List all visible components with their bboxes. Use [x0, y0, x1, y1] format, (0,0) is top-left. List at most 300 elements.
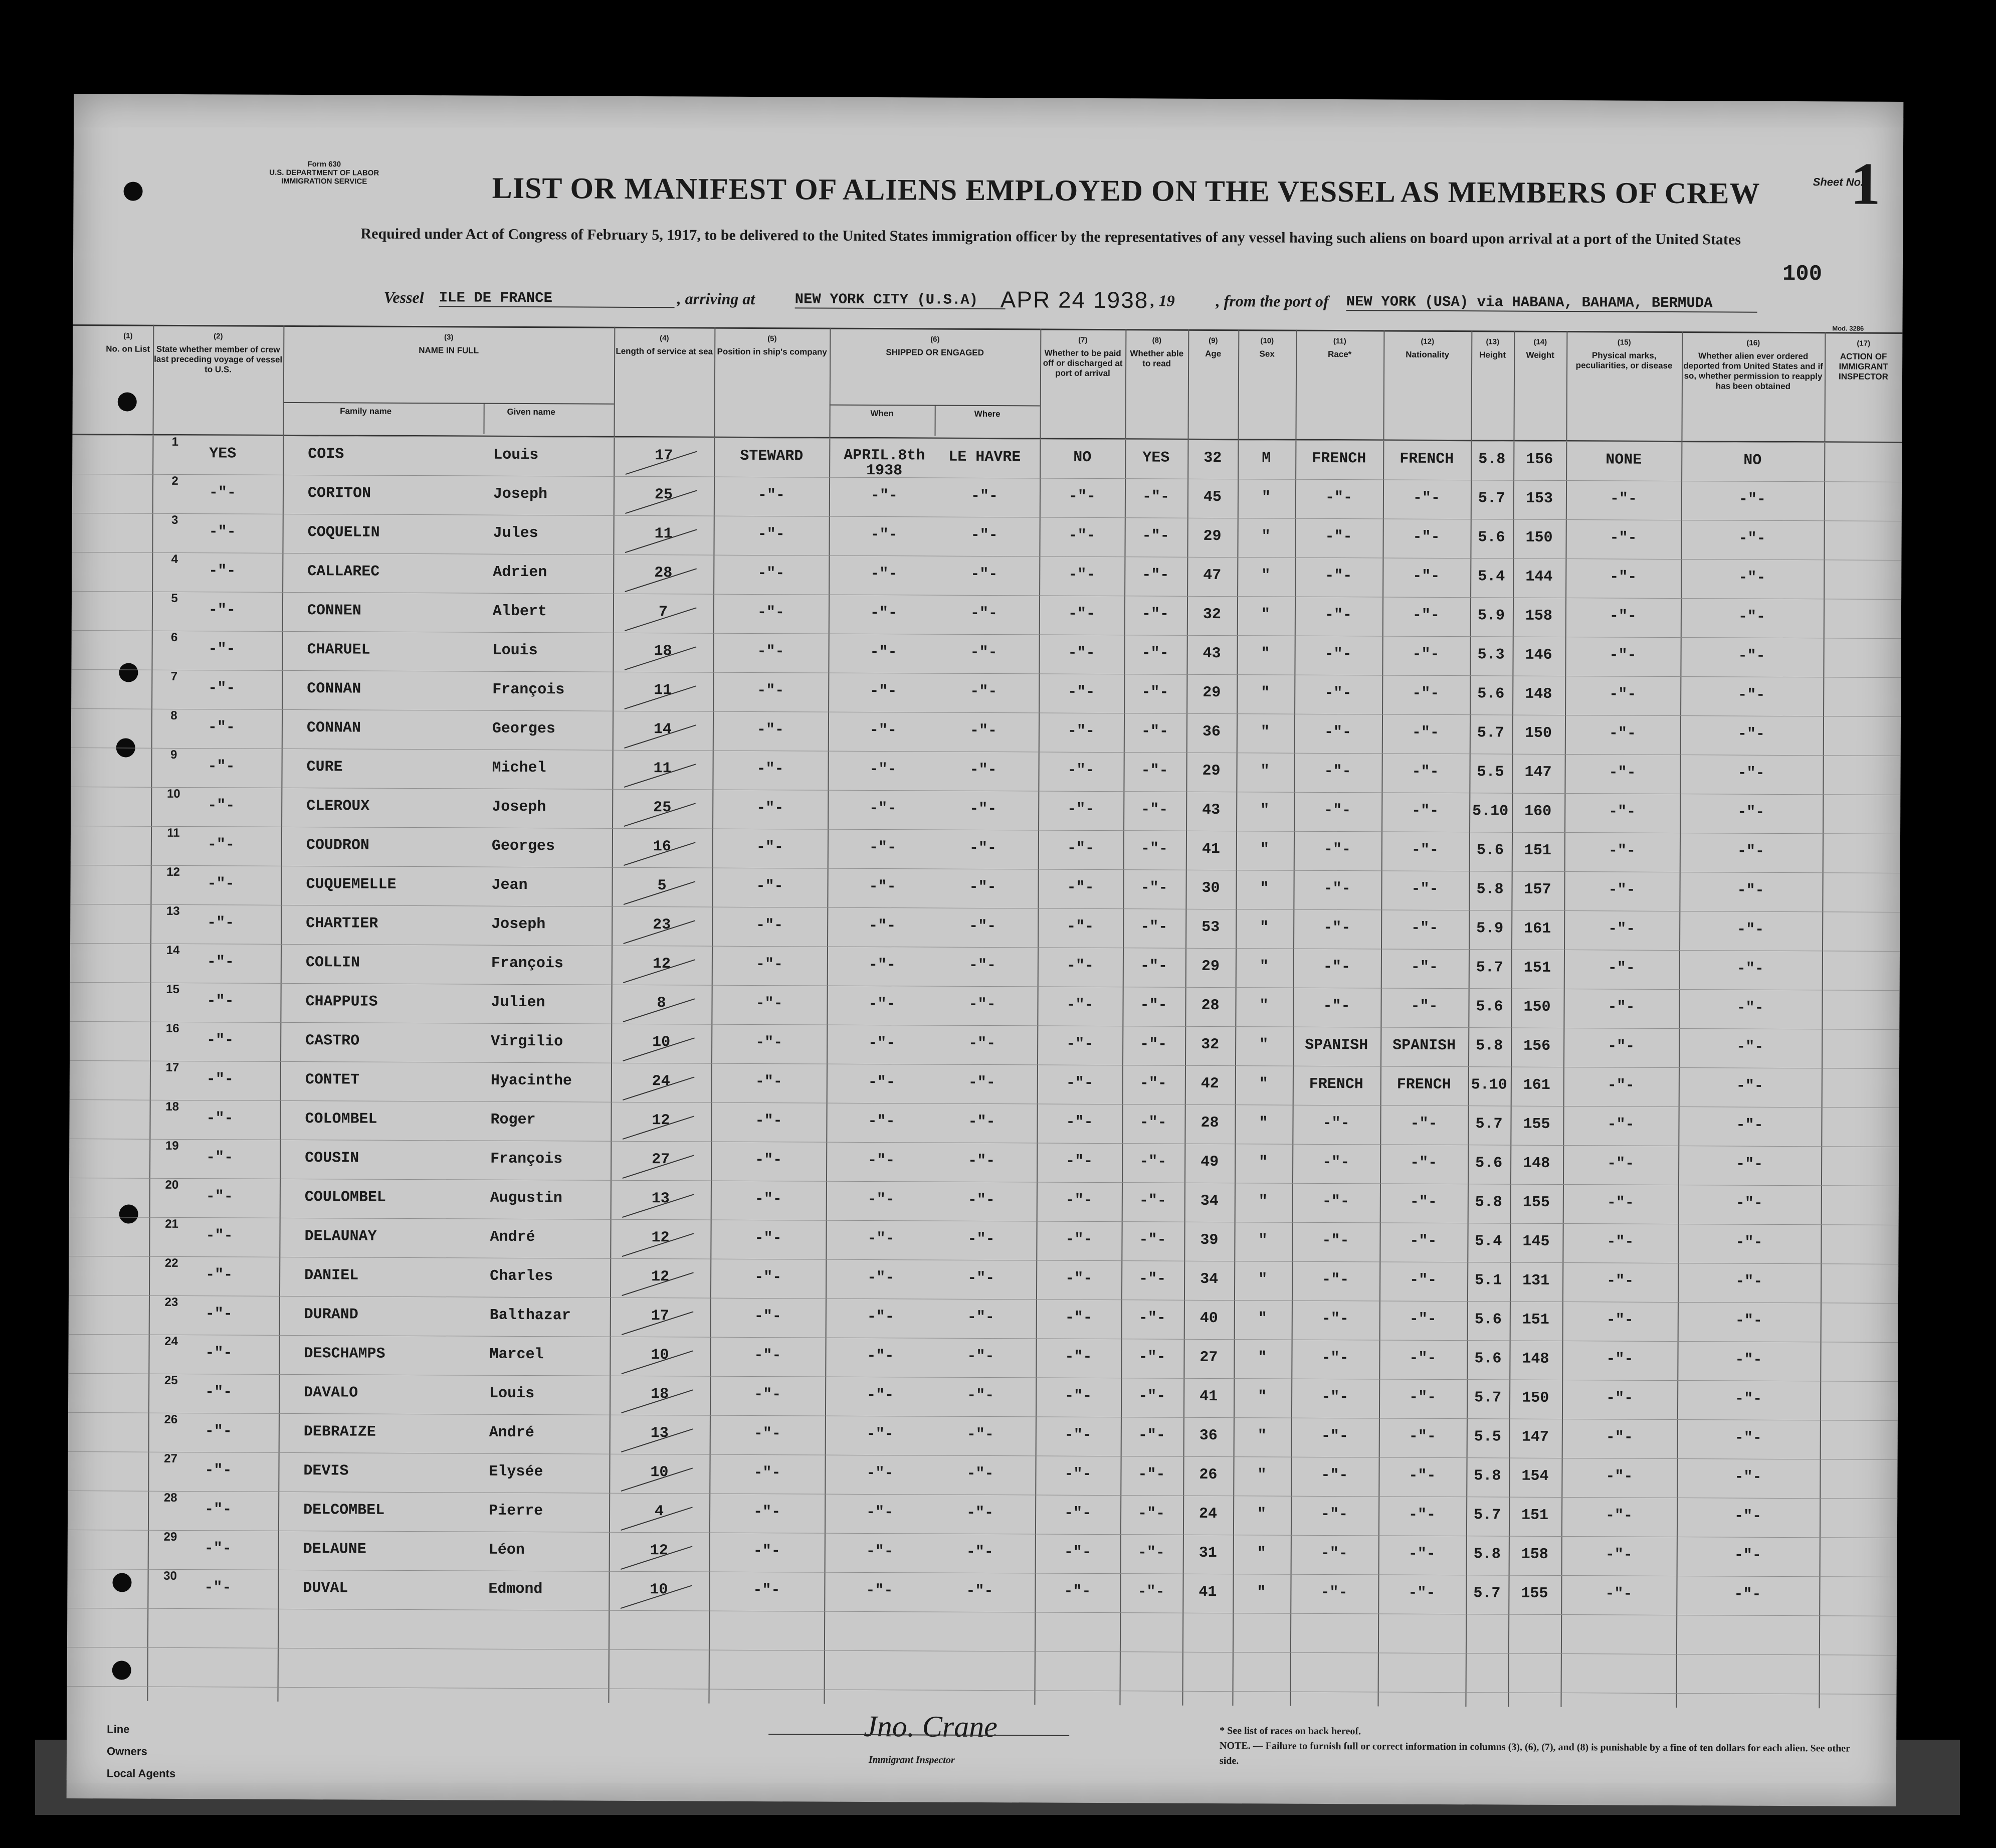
cell-sex: "	[1260, 880, 1269, 897]
cell-where: -"-	[968, 1113, 995, 1131]
cell-height: 5.5	[1477, 764, 1504, 781]
column-subheaders	[283, 402, 614, 418]
cell-given: Jean	[491, 876, 528, 894]
cell-position: -"-	[757, 682, 784, 700]
cell-paid: -"-	[1065, 1348, 1092, 1366]
vessel-name: ILE DE FRANCE	[439, 289, 675, 308]
cell-race: -"-	[1323, 958, 1350, 976]
cell-read: -"-	[1142, 527, 1169, 545]
cell-when: -"-	[870, 682, 897, 700]
cell-nationality: -"-	[1410, 1271, 1437, 1289]
cell-position: -"-	[755, 1073, 782, 1091]
cell-crew: -"-	[209, 563, 236, 580]
service: IMMIGRATION SERVICE	[281, 176, 367, 186]
cell-height: 5.10	[1472, 803, 1509, 820]
date-stamp: APR 24 1938	[1000, 286, 1149, 313]
cell-race: -"-	[1323, 919, 1351, 937]
cell-paid: -"-	[1065, 1387, 1092, 1405]
vessel-line	[384, 288, 1948, 320]
column-label: No. on List	[106, 344, 150, 354]
table-row	[67, 1569, 1897, 1626]
cell-deported: -"-	[1737, 725, 1765, 743]
cell-where: -"-	[967, 1191, 995, 1209]
cell-marks: -"-	[1606, 1468, 1633, 1486]
cell-age: 34	[1200, 1192, 1219, 1210]
cell-age: 32	[1201, 1036, 1220, 1054]
cell-sex: "	[1258, 1232, 1268, 1249]
cell-given: Hyacinthe	[490, 1072, 572, 1090]
cell-marks: -"-	[1607, 1116, 1635, 1134]
cell-read: -"-	[1139, 1270, 1166, 1288]
cell-no: 24	[164, 1334, 178, 1348]
cell-service: 12	[651, 1229, 670, 1247]
cell-marks: -"-	[1608, 842, 1636, 860]
cell-read: -"-	[1142, 567, 1169, 584]
cell-given: François	[490, 1150, 563, 1168]
cell-deported: -"-	[1735, 1273, 1763, 1290]
cell-read: YES	[1142, 449, 1170, 467]
cell-height: 5.8	[1475, 1194, 1502, 1211]
sub-column-divider	[483, 404, 484, 434]
cell-deported: -"-	[1738, 569, 1766, 587]
cell-race: -"-	[1322, 1115, 1350, 1133]
cell-race: -"-	[1322, 1232, 1349, 1250]
column-subheader: Where	[974, 409, 1001, 419]
cell-crew: -"-	[208, 758, 235, 776]
cell-weight: 156	[1523, 1037, 1551, 1055]
cell-read: -"-	[1140, 840, 1168, 858]
cell-given: Charles	[490, 1267, 553, 1285]
cell-crew: -"-	[206, 1071, 234, 1088]
cell-marks: -"-	[1606, 1351, 1634, 1368]
cell-deported: -"-	[1736, 960, 1764, 978]
cell-weight: 155	[1521, 1585, 1548, 1602]
cell-service: 28	[654, 565, 673, 582]
cell-sex: "	[1260, 919, 1269, 937]
column-header	[1238, 331, 1296, 439]
cell-race: -"-	[1325, 489, 1353, 507]
cell-when: -"-	[866, 1464, 894, 1483]
cell-where: -"-	[969, 878, 996, 896]
cell-marks: -"-	[1605, 1585, 1633, 1603]
column-header	[283, 327, 614, 436]
column-label: ACTION OF IMMIGRANT INSPECTOR	[1839, 351, 1888, 382]
cell-nationality: -"-	[1410, 1193, 1437, 1211]
cell-no: 2	[171, 474, 178, 488]
cell-nationality: -"-	[1410, 1154, 1438, 1172]
cell-weight: 148	[1522, 1350, 1549, 1368]
cell-service: 17	[655, 447, 673, 465]
cell-crew: -"-	[205, 1462, 232, 1480]
cell-given: François	[491, 955, 563, 973]
cell-family: COULOMBEL	[304, 1189, 386, 1206]
line-label: Line	[107, 1723, 130, 1736]
form-number: Form 630	[307, 160, 341, 169]
cell-position: -"-	[756, 878, 783, 895]
cell-deported: -"-	[1736, 1156, 1763, 1173]
column-number: (17)	[1857, 339, 1871, 348]
cell-height: 5.6	[1474, 1350, 1502, 1368]
cell-read: -"-	[1139, 1192, 1166, 1210]
column-label: Sex	[1259, 349, 1275, 359]
cell-age: 32	[1203, 606, 1221, 624]
cell-where: -"-	[969, 722, 997, 740]
row-rule	[67, 1686, 1897, 1695]
column-number: (7)	[1078, 335, 1088, 344]
cell-when: -"-	[870, 565, 898, 583]
cell-no: 27	[164, 1451, 177, 1465]
cell-age: 53	[1202, 918, 1220, 937]
cell-where: -"-	[966, 1582, 993, 1600]
cell-age: 39	[1200, 1231, 1219, 1249]
cell-nationality: -"-	[1410, 1115, 1438, 1133]
cell-family: COLLIN	[305, 954, 360, 972]
cell-read: -"-	[1137, 1583, 1165, 1601]
cell-no: 3	[171, 513, 178, 527]
cell-paid: -"-	[1064, 1465, 1092, 1483]
cell-sex: "	[1257, 1466, 1267, 1484]
table-grid	[74, 94, 1903, 102]
cell-marks: -"-	[1607, 1194, 1634, 1212]
cell-height: 5.9	[1477, 607, 1505, 625]
cell-nationality: -"-	[1412, 646, 1440, 663]
cell-family: DEBRAIZE	[303, 1423, 376, 1441]
cell-no: 10	[166, 787, 180, 801]
cell-family: CHAPPUIS	[305, 993, 378, 1011]
cell-paid: -"-	[1068, 566, 1096, 584]
cell-crew: -"-	[207, 993, 234, 1010]
cell-paid: -"-	[1066, 996, 1094, 1014]
cell-age: 26	[1199, 1466, 1218, 1484]
cell-age: 41	[1202, 840, 1220, 858]
cell-position: -"-	[754, 1386, 781, 1404]
footnote-penalty: NOTE. — Failure to furnish full or correct information in columns (3), (6), (7), and (8) is punishable by a fine of ten dollars for each alien. See other side.	[1219, 1740, 1850, 1767]
sheet-number: 1	[1850, 150, 1881, 217]
cell-when: -"-	[868, 1034, 896, 1052]
cell-read: -"-	[1141, 606, 1169, 623]
cell-service: 5	[657, 877, 667, 895]
cell-position: -"-	[753, 1581, 780, 1599]
cell-sex: M	[1262, 450, 1271, 467]
cell-marks: -"-	[1608, 1038, 1635, 1055]
cell-paid: -"-	[1068, 683, 1095, 701]
cell-where: LE HAVRE	[948, 448, 1021, 466]
cell-marks: -"-	[1608, 881, 1636, 899]
cell-position: -"-	[755, 956, 783, 974]
cell-crew: -"-	[206, 1227, 233, 1245]
cell-deported: NO	[1743, 452, 1762, 469]
cell-given: François	[492, 681, 565, 699]
cell-family: DELAUNE	[303, 1541, 366, 1558]
cell-paid: -"-	[1066, 1035, 1094, 1053]
cell-when: -"-	[870, 643, 897, 661]
cell-race: -"-	[1324, 645, 1352, 663]
cell-no: 18	[165, 1099, 179, 1114]
cell-height: 5.7	[1476, 959, 1503, 977]
cell-sex: "	[1261, 489, 1271, 506]
cell-given: Augustin	[490, 1189, 562, 1207]
cell-sex: "	[1259, 997, 1269, 1015]
cell-height: 5.7	[1478, 490, 1506, 507]
cell-deported: -"-	[1735, 1312, 1762, 1330]
cell-race: -"-	[1324, 684, 1352, 702]
cell-marks: -"-	[1610, 529, 1637, 547]
cell-paid: -"-	[1067, 801, 1095, 818]
column-subheader: When	[870, 408, 894, 419]
cell-given: Jules	[493, 524, 538, 542]
cell-where: -"-	[969, 761, 997, 779]
cell-weight: 147	[1521, 1428, 1549, 1446]
cell-paid: -"-	[1065, 1231, 1093, 1248]
cell-marks: -"-	[1610, 490, 1638, 508]
cell-given: Joseph	[491, 915, 546, 934]
cell-sex: "	[1261, 567, 1271, 585]
cell-read: -"-	[1140, 997, 1167, 1014]
cell-given: Julien	[491, 994, 545, 1012]
cell-where: -"-	[967, 1230, 995, 1248]
cell-crew: -"-	[208, 641, 236, 658]
cell-height: 5.1	[1475, 1272, 1502, 1289]
cell-when: -"-	[870, 487, 898, 505]
cell-family: DELAUNAY	[304, 1228, 377, 1245]
cell-nationality: -"-	[1409, 1506, 1436, 1524]
cell-sex: "	[1260, 802, 1270, 819]
column-header	[1295, 331, 1383, 440]
cell-crew: -"-	[208, 680, 236, 697]
cell-deported: -"-	[1737, 882, 1764, 899]
column-header	[152, 326, 283, 435]
cell-when: -"-	[869, 839, 896, 857]
cell-race: -"-	[1321, 1427, 1348, 1445]
cell-race: SPANISH	[1305, 1036, 1368, 1054]
footnote-races: * See list of races on back hereof.	[1220, 1725, 1361, 1737]
cell-when: -"-	[867, 1386, 894, 1404]
cell-where: -"-	[966, 1465, 994, 1483]
cell-height: 5.8	[1476, 1037, 1503, 1055]
cell-read: -"-	[1141, 723, 1168, 741]
cell-when: -"-	[869, 917, 896, 935]
cell-deported: -"-	[1735, 1390, 1762, 1408]
cell-nationality: -"-	[1411, 919, 1439, 937]
cell-family: COIS	[308, 446, 344, 463]
cell-race: -"-	[1322, 1193, 1349, 1211]
cell-no: 21	[165, 1217, 179, 1231]
cell-read: -"-	[1138, 1505, 1165, 1523]
cell-deported: -"-	[1734, 1586, 1761, 1603]
cell-paid: -"-	[1064, 1426, 1092, 1444]
cell-service: 12	[652, 1112, 670, 1130]
cell-where: -"-	[967, 1269, 995, 1287]
cell-when: -"-	[867, 1347, 894, 1365]
cell-paid: -"-	[1068, 605, 1095, 623]
cell-age: 41	[1200, 1388, 1218, 1406]
cell-position: -"-	[757, 643, 784, 661]
cell-weight: 153	[1525, 490, 1553, 507]
cell-no: 23	[164, 1295, 178, 1309]
cell-paid: -"-	[1067, 840, 1094, 857]
cell-age: 47	[1203, 567, 1222, 585]
cell-nationality: -"-	[1413, 568, 1440, 585]
cell-race: -"-	[1322, 1271, 1349, 1289]
form-identification	[259, 160, 389, 186]
cell-deported: -"-	[1734, 1547, 1761, 1564]
from-label: , from the port of	[1216, 291, 1329, 310]
cell-when: -"-	[867, 1269, 895, 1287]
cell-paid: -"-	[1067, 918, 1094, 936]
cell-weight: 145	[1522, 1233, 1550, 1250]
column-number: (4)	[660, 334, 669, 343]
column-number: (6)	[930, 335, 940, 344]
cell-given: Louis	[489, 1385, 535, 1403]
cell-read: -"-	[1140, 879, 1168, 897]
cell-crew: -"-	[205, 1306, 233, 1323]
cell-height: 5.8	[1476, 881, 1504, 898]
cell-weight: 151	[1523, 959, 1551, 977]
column-label: Height	[1479, 350, 1506, 360]
cell-position: -"-	[756, 721, 784, 739]
cell-marks: -"-	[1609, 803, 1636, 821]
cell-crew: -"-	[205, 1423, 232, 1440]
cell-family: COLOMBEL	[305, 1111, 377, 1128]
cell-paid: -"-	[1068, 644, 1095, 662]
cell-race: -"-	[1323, 997, 1350, 1015]
cell-nationality: -"-	[1411, 841, 1439, 859]
cell-position: -"-	[754, 1347, 781, 1365]
column-number: (2)	[214, 332, 223, 341]
page-title: LIST OR MANIFEST OF ALIENS EMPLOYED ON THE VESSEL AS MEMBERS OF CREW	[492, 171, 1760, 210]
column-label: Whether to be paid off or discharged at port of arrival	[1043, 348, 1123, 379]
cell-race: -"-	[1321, 1310, 1349, 1328]
cell-when: -"-	[869, 800, 897, 818]
cell-where: -"-	[968, 996, 996, 1014]
cell-sex: "	[1258, 1388, 1267, 1406]
cell-nationality: -"-	[1412, 724, 1439, 742]
cell-nationality: -"-	[1409, 1350, 1437, 1367]
cell-race: -"-	[1322, 1154, 1350, 1172]
cell-sex: "	[1259, 1036, 1269, 1054]
owners-label: Owners	[106, 1745, 147, 1758]
punch-hole	[124, 181, 143, 201]
cell-read: -"-	[1141, 801, 1168, 819]
cell-crew: -"-	[206, 1266, 233, 1284]
cell-race: -"-	[1323, 880, 1351, 898]
cell-nationality: -"-	[1409, 1389, 1437, 1406]
cell-height: 5.4	[1475, 1233, 1502, 1250]
cell-when: -"-	[868, 1113, 895, 1131]
cell-sex: "	[1261, 684, 1270, 702]
cell-marks: -"-	[1605, 1507, 1633, 1525]
cell-read: -"-	[1138, 1388, 1166, 1405]
cell-deported: -"-	[1738, 491, 1766, 508]
cell-nationality: -"-	[1409, 1428, 1436, 1445]
department: U.S. DEPARTMENT OF LABOR	[269, 168, 379, 177]
cell-nationality: -"-	[1412, 763, 1439, 781]
cell-age: 24	[1199, 1505, 1218, 1523]
column-label: State whether member of crew last preceding voyage of vessel to U.S.	[154, 344, 283, 375]
cell-read: -"-	[1139, 1114, 1167, 1132]
cell-paid: -"-	[1067, 762, 1095, 779]
column-label: Whether alien ever ordered deported from United States and if so, whether permission to reapply has been obtained	[1683, 351, 1823, 392]
cell-sex: "	[1261, 645, 1270, 663]
cell-read: -"-	[1138, 1466, 1165, 1484]
cell-crew: -"-	[206, 1110, 234, 1128]
cell-family: DUVAL	[303, 1580, 348, 1597]
cell-given: André	[490, 1228, 535, 1246]
cell-when: -"-	[868, 995, 896, 1013]
cell-paid: -"-	[1068, 488, 1096, 505]
cell-race: -"-	[1324, 723, 1351, 742]
year-label: , 19	[1150, 291, 1175, 310]
cell-sex: "	[1260, 841, 1269, 858]
cell-deported: -"-	[1734, 1468, 1762, 1486]
column-header	[1681, 333, 1825, 441]
cell-marks: -"-	[1609, 686, 1637, 703]
cell-sex: "	[1259, 1115, 1268, 1132]
cell-marks: -"-	[1609, 725, 1636, 743]
cell-race: FRENCH	[1309, 1075, 1363, 1093]
column-number: (10)	[1260, 336, 1274, 345]
handwritten-number: 100	[1782, 261, 1823, 287]
cell-weight: 161	[1524, 920, 1551, 938]
cell-deported: -"-	[1738, 530, 1766, 547]
cell-weight: 148	[1525, 685, 1552, 703]
cell-race: -"-	[1325, 528, 1352, 546]
cell-when: -"-	[867, 1230, 895, 1248]
cell-family: DESCHAMPS	[304, 1345, 385, 1363]
cell-crew: -"-	[207, 1032, 234, 1049]
cell-given: Georges	[491, 837, 555, 855]
cell-sex: "	[1260, 723, 1270, 741]
column-label: Race*	[1328, 349, 1352, 359]
cell-crew: -"-	[208, 602, 236, 619]
cell-sex: "	[1259, 958, 1269, 976]
mod-number: Mod. 3286	[1832, 324, 1864, 332]
column-label: Nationality	[1406, 349, 1450, 360]
cell-paid: -"-	[1066, 1153, 1093, 1170]
cell-nationality: -"-	[1409, 1467, 1436, 1485]
column-label: NAME IN FULL	[419, 345, 479, 355]
cell-nationality: -"-	[1411, 998, 1438, 1015]
cell-deported: -"-	[1738, 686, 1765, 704]
cell-paid: -"-	[1065, 1270, 1093, 1287]
cell-service: 27	[652, 1151, 670, 1169]
cell-sex: "	[1258, 1349, 1267, 1367]
cell-position: -"-	[757, 604, 785, 622]
cell-where: -"-	[967, 1348, 994, 1366]
cell-read: -"-	[1138, 1310, 1166, 1327]
cell-marks: -"-	[1608, 920, 1636, 938]
cell-crew: -"-	[209, 484, 237, 502]
column-subheader: Family name	[340, 406, 392, 416]
cell-race: -"-	[1321, 1388, 1349, 1406]
cell-position: -"-	[756, 761, 784, 778]
cell-service: 11	[653, 760, 672, 778]
cell-read: -"-	[1140, 918, 1168, 936]
cell-deported: -"-	[1737, 843, 1764, 860]
cell-position: -"-	[754, 1191, 782, 1208]
cell-paid: -"-	[1065, 1192, 1093, 1209]
cell-where: -"-	[970, 683, 997, 701]
cell-paid: -"-	[1068, 527, 1096, 544]
column-number: (8)	[1152, 336, 1162, 345]
cell-where: -"-	[969, 800, 997, 818]
cell-marks: -"-	[1609, 764, 1636, 782]
footer-labels	[107, 1718, 176, 1785]
cell-family: COQUELIN	[307, 524, 380, 541]
cell-marks: -"-	[1609, 647, 1637, 664]
cell-when: -"-	[870, 604, 898, 622]
cell-no: 11	[167, 826, 180, 840]
